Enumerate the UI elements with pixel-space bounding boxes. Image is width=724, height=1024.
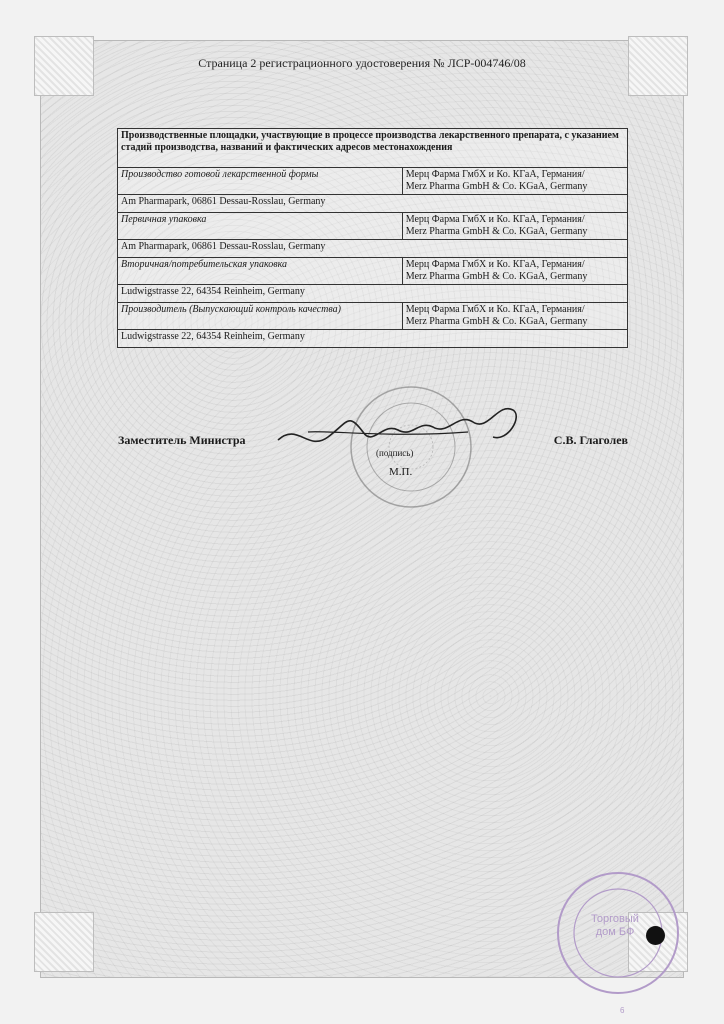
- stage-cell: Первичная упаковка: [118, 213, 403, 240]
- manufacturer-cell: [402, 303, 627, 330]
- address-cell: Ludwigstrasse 22, 64354 Reinheim, Germany: [118, 285, 628, 303]
- corner-ornament-bottom-left: [34, 912, 94, 972]
- table-row: [118, 285, 628, 303]
- table-row: [118, 195, 628, 213]
- table-row: [118, 213, 628, 240]
- manufacturer-en: Merz Pharma GmbH & Co. KGaA, Germany: [405, 226, 588, 237]
- punch-hole-mark: [646, 926, 665, 945]
- signature-row: [118, 433, 628, 453]
- manufacturer-cell: [402, 258, 627, 285]
- manufacturer-ru: Мерц Фарма ГмбХ и Ко. КГаА, Германия/: [405, 259, 585, 270]
- seal-place-label: М.П.: [389, 466, 413, 478]
- signature-caption: (подпись): [376, 448, 414, 458]
- production-sites-table: [117, 128, 628, 348]
- page-header: Страница 2 регистрационного удостоверения № ЛСР-004746/08: [198, 56, 526, 70]
- manufacturer-ru: Мерц Фарма ГмбХ и Ко. КГаА, Германия/: [405, 304, 585, 315]
- address-cell: Ludwigstrasse 22, 64354 Reinheim, Germany: [118, 330, 628, 348]
- signatory-name: С.В. Глаголев: [553, 433, 628, 447]
- company-stamp-line2: дом БФ: [595, 926, 635, 938]
- table-row: [118, 303, 628, 330]
- table-heading: Производственные площадки, участвующие в процессе производства лекарственного препарата, с указанием стадий производства, названий и фактических адресов местонахождения: [118, 129, 628, 168]
- table-row: [118, 258, 628, 285]
- manufacturer-en: Merz Pharma GmbH & Co. KGaA, Germany: [405, 181, 588, 192]
- manufacturer-cell: [402, 213, 627, 240]
- stage-cell: Производство готовой лекарственной формы: [118, 168, 403, 195]
- stage-cell: Производитель (Выпускающий контроль качества): [118, 303, 403, 330]
- company-stamp-number: 6: [620, 1006, 625, 1015]
- manufacturer-cell: [402, 168, 627, 195]
- table-row: [118, 168, 628, 195]
- company-stamp-line1: Торговый: [591, 913, 639, 925]
- table-row: [118, 240, 628, 258]
- manufacturer-en: Merz Pharma GmbH & Co. KGaA, Germany: [405, 271, 588, 282]
- address-cell: Am Pharmapark, 06861 Dessau-Rosslau, Germany: [118, 195, 628, 213]
- stage-cell: Вторичная/потребительская упаковка: [118, 258, 403, 285]
- manufacturer-ru: Мерц Фарма ГмбХ и Ко. КГаА, Германия/: [405, 169, 585, 180]
- table-row: [118, 330, 628, 348]
- address-cell: Am Pharmapark, 06861 Dessau-Rosslau, Germany: [118, 240, 628, 258]
- company-stamp-text: [583, 913, 647, 939]
- manufacturer-en: Merz Pharma GmbH & Co. KGaA, Germany: [405, 316, 588, 327]
- signatory-position: Заместитель Министра: [118, 433, 246, 447]
- table-heading-row: [118, 129, 628, 168]
- manufacturer-ru: Мерц Фарма ГмбХ и Ко. КГаА, Германия/: [405, 214, 585, 225]
